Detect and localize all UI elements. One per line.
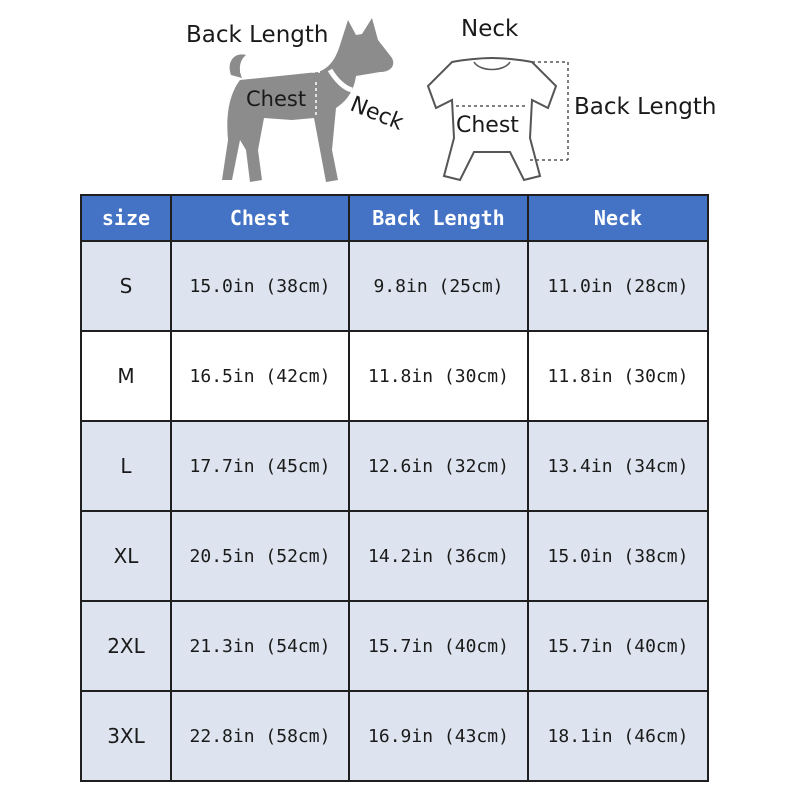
neck-cell: 11.8in (30cm): [528, 331, 708, 421]
neck-cell: 15.0in (38cm): [528, 511, 708, 601]
chest-cell: 15.0in (38cm): [171, 241, 349, 331]
neck-cell: 18.1in (46cm): [528, 691, 708, 781]
table-row: [81, 691, 708, 781]
header-chest: Chest: [171, 195, 349, 241]
dog-chest-label: Chest: [246, 87, 307, 111]
size-cell: S: [81, 241, 171, 331]
size-cell: M: [81, 331, 171, 421]
chest-cell: 22.8in (58cm): [171, 691, 349, 781]
table-row: [81, 511, 708, 601]
header-back-length: Back Length: [349, 195, 528, 241]
size-cell: XL: [81, 511, 171, 601]
table-row: [81, 331, 708, 421]
neck-cell: 11.0in (28cm): [528, 241, 708, 331]
back-length-cell: 16.9in (43cm): [349, 691, 528, 781]
chest-cell: 17.7in (45cm): [171, 421, 349, 511]
dog-neck-label: Neck: [346, 92, 407, 136]
shirt-chest-label: Chest: [456, 113, 519, 138]
shirt-back-length-label: Back Length: [574, 94, 717, 120]
table-row: [81, 601, 708, 691]
measurement-diagram: [0, 0, 800, 195]
header-size: size: [81, 195, 171, 241]
neck-cell: 15.7in (40cm): [528, 601, 708, 691]
chest-cell: 21.3in (54cm): [171, 601, 349, 691]
table-header-row: [81, 195, 708, 241]
chest-cell: 16.5in (42cm): [171, 331, 349, 421]
chest-cell: 20.5in (52cm): [171, 511, 349, 601]
table-row: [81, 241, 708, 331]
size-cell: L: [81, 421, 171, 511]
shirt-neck-label: Neck: [461, 16, 519, 42]
neck-cell: 13.4in (34cm): [528, 421, 708, 511]
back-length-cell: 9.8in (25cm): [349, 241, 528, 331]
table-row: [81, 421, 708, 511]
size-cell: 2XL: [81, 601, 171, 691]
back-length-cell: 11.8in (30cm): [349, 331, 528, 421]
dog-back-length-label: Back Length: [186, 22, 329, 48]
back-length-cell: 15.7in (40cm): [349, 601, 528, 691]
size-chart-table: [80, 194, 709, 782]
size-cell: 3XL: [81, 691, 171, 781]
header-neck: Neck: [528, 195, 708, 241]
back-length-cell: 12.6in (32cm): [349, 421, 528, 511]
back-length-cell: 14.2in (36cm): [349, 511, 528, 601]
